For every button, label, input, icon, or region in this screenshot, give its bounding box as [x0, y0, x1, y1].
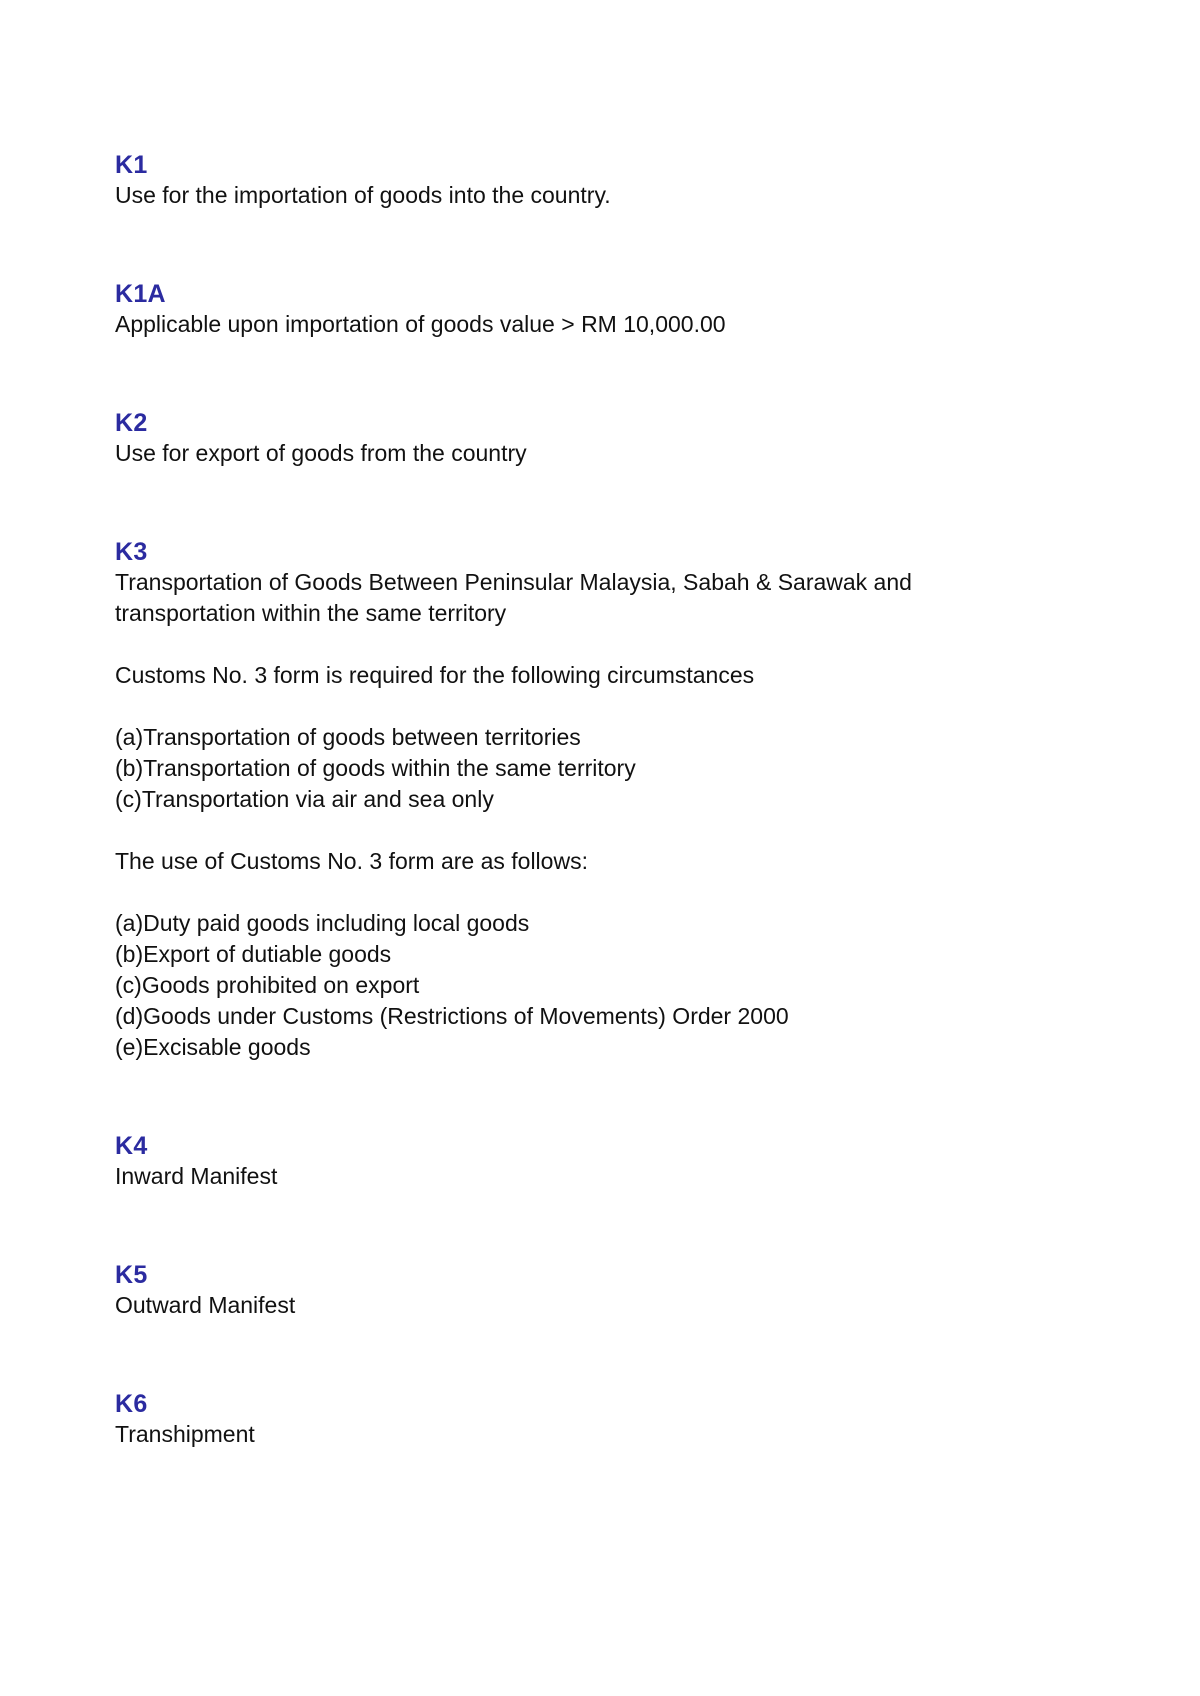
list-item: (c)Goods prohibited on export: [115, 972, 420, 998]
uses-intro: The use of Customs No. 3 form are as follows:: [115, 848, 588, 874]
section-heading: K1A: [115, 280, 166, 308]
section-heading: K2: [115, 409, 148, 437]
section-k5: [115, 1260, 1200, 1321]
list-item: (c)Transportation via air and sea only: [115, 786, 494, 812]
section-description-line1: Transportation of Goods Between Peninsular Malaysia, Sabah & Sarawak and: [115, 569, 912, 595]
section-k1a: [115, 279, 1200, 340]
section-description: Inward Manifest: [115, 1163, 278, 1189]
section-heading: K4: [115, 1132, 148, 1160]
section-description: Outward Manifest: [115, 1292, 296, 1318]
section-heading: K1: [115, 151, 148, 179]
section-description: Applicable upon importation of goods value > RM 10,000.00: [115, 311, 726, 337]
section-description: Use for export of goods from the country: [115, 440, 527, 466]
section-k3: [115, 537, 1200, 1063]
section-k6: [115, 1389, 1200, 1450]
section-description: Transhipment: [115, 1421, 255, 1447]
section-description-line2: transportation within the same territory: [115, 600, 507, 626]
list-item: (d)Goods under Customs (Restrictions of Movements) Order 2000: [115, 1003, 789, 1029]
list-item: (b)Export of dutiable goods: [115, 941, 392, 967]
circumstances-list: [115, 722, 1200, 815]
list-item: (e)Excisable goods: [115, 1034, 311, 1060]
section-heading: K5: [115, 1261, 148, 1289]
list-item: (a)Duty paid goods including local goods: [115, 910, 530, 936]
uses-list: [115, 908, 1200, 1063]
section-heading: K6: [115, 1390, 148, 1418]
section-description: Use for the importation of goods into the country.: [115, 182, 611, 208]
section-k2: [115, 408, 1200, 469]
section-k1: [115, 150, 1200, 211]
list-item: (a)Transportation of goods between territories: [115, 724, 581, 750]
section-k4: [115, 1131, 1200, 1192]
circumstances-intro: Customs No. 3 form is required for the following circumstances: [115, 662, 755, 688]
list-item: (b)Transportation of goods within the same territory: [115, 755, 636, 781]
section-heading: K3: [115, 538, 148, 566]
